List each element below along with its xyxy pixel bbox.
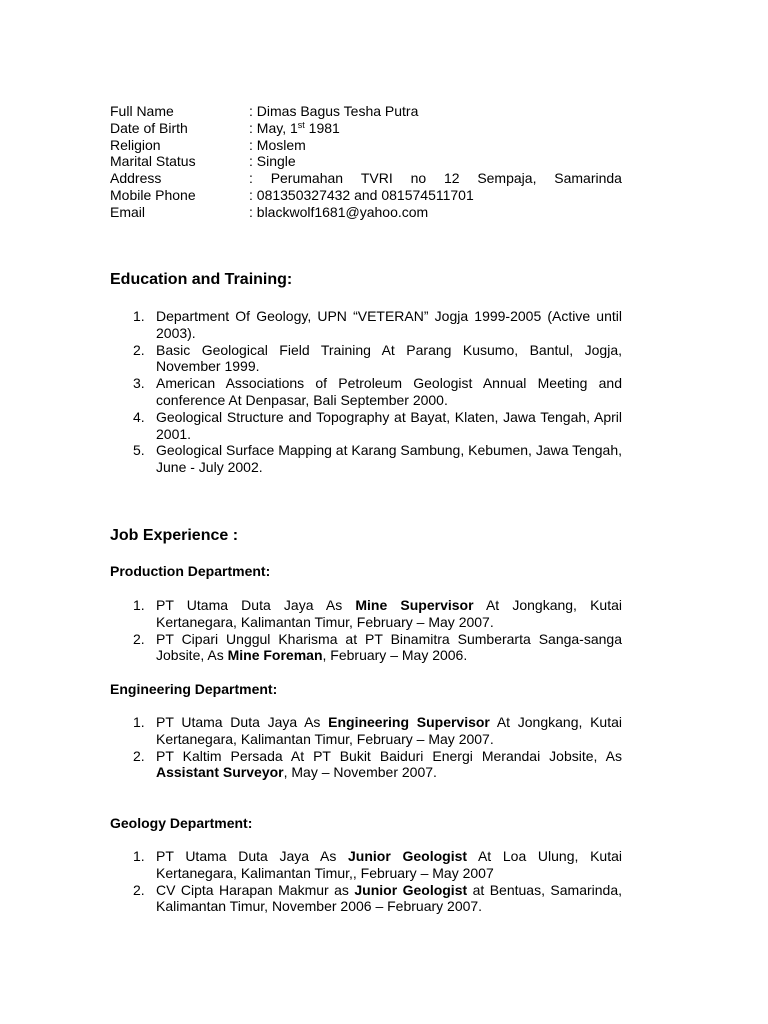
dob-label: Date of Birth (110, 119, 188, 136)
email-label: Email (110, 203, 146, 220)
info-row-full-name (110, 103, 622, 120)
address-word: Sempaja, (477, 170, 537, 187)
job-text: PT Utama Duta Jaya As (156, 848, 349, 864)
job-item (133, 882, 622, 916)
list-number: 1. (133, 714, 145, 730)
list-text: Geological Structure and Topography at Bayat, Klaten, Jawa Tengah, April 2001. (156, 408, 622, 442)
info-row-address (110, 170, 622, 187)
job-experience-heading: Job Experience : (110, 527, 239, 544)
job-item (133, 848, 622, 882)
job-text: at Bentuas, Samarinda, Kalimantan Timur, November 2006 – February 2007. (156, 881, 622, 915)
mobile-phone-label: Mobile Phone (110, 186, 196, 203)
production-department-heading: Production Department: (110, 563, 271, 579)
list-number: 2. (133, 747, 145, 764)
job-text: , May – November 2007. (283, 764, 437, 781)
dob-value-year: 1981 (304, 119, 340, 136)
list-number: 3. (133, 375, 145, 392)
list-number: 1. (133, 308, 145, 324)
address-label: Address (110, 170, 162, 187)
job-title: Assistant Surveyor (156, 764, 284, 781)
education-heading: Education and Training: (110, 271, 293, 288)
list-text (156, 631, 622, 665)
mobile-phone-value: : 081350327432 and 081574511701 (249, 186, 474, 203)
dob-value-ordinal: st (297, 119, 305, 130)
job-title: Junior Geologist (354, 881, 468, 898)
address-value (249, 170, 622, 187)
full-name-value: : Dimas Bagus Tesha Putra (249, 103, 419, 119)
dob-value-main: : May, 1 (249, 119, 298, 136)
list-number: 2. (133, 881, 145, 898)
job-item (133, 714, 622, 748)
email-value: : blackwolf1681@yahoo.com (249, 203, 429, 220)
list-text: Geological Surface Mapping at Karang Sambung, Kebumen, Jawa Tengah, June - July 2002. (156, 442, 622, 476)
religion-label: Religion (110, 136, 161, 153)
info-row-dob (110, 120, 622, 137)
education-item (133, 342, 622, 376)
info-row-marital (110, 153, 622, 170)
list-number: 1. (133, 597, 145, 613)
list-number: 1. (133, 848, 145, 864)
list-number: 2. (133, 630, 145, 647)
job-text: CV Cipta Harapan Makmur as (156, 881, 355, 898)
list-text (156, 848, 622, 882)
job-text: At Jongkang, Kutai Kertanegara, Kalimantan Timur, February – May 2007. (156, 714, 622, 747)
job-text: At Jongkang, Kutai Kertanegara, Kalimantan Timur, February – May 2007. (156, 597, 623, 630)
job-title: Mine Supervisor (355, 597, 474, 613)
info-row-phone (110, 187, 622, 204)
info-row-email (110, 204, 622, 221)
job-title: Engineering Supervisor (328, 714, 490, 730)
job-item (133, 597, 622, 631)
address-word: Perumahan (270, 170, 344, 187)
info-row-religion (110, 137, 622, 154)
list-number: 5. (133, 442, 145, 459)
job-text: PT Utama Duta Jaya As (156, 714, 329, 730)
address-word: Samarinda (554, 170, 622, 187)
education-list (133, 308, 622, 476)
dob-value (249, 120, 622, 137)
job-text: At Loa Ulung, Kutai Kertanegara, Kalimantan Timur,, February – May 2007 (156, 848, 622, 881)
address-word: 12 (443, 170, 460, 187)
job-title: Mine Foreman (227, 647, 323, 664)
list-text: American Associations of Petroleum Geologist Annual Meeting and conference At Denpasar, Bali September 2000. (156, 375, 622, 408)
address-word: TVRI (360, 170, 393, 187)
job-text: PT Utama Duta Jaya As (156, 597, 356, 613)
education-item (133, 375, 622, 409)
education-item (133, 409, 622, 443)
address-word: : (249, 170, 253, 187)
job-item (133, 748, 622, 782)
full-name-label: Full Name (110, 103, 174, 119)
geology-department-heading: Geology Department: (110, 815, 253, 831)
list-text: Department Of Geology, UPN “VETERAN” Jogja 1999-2005 (Active until 2003). (156, 308, 622, 341)
job-title: Junior Geologist (348, 848, 468, 864)
list-number: 2. (133, 341, 145, 358)
list-text (156, 748, 622, 782)
education-item (133, 308, 622, 342)
list-number: 4. (133, 408, 145, 425)
job-text: PT Cipari Unggul Kharisma at PT Binamitra Sumberarta Sanga-sanga Jobsite, As (156, 630, 622, 664)
job-text: PT Kaltim Persada At PT Bukit Baiduri Energi Merandai Jobsite, As (156, 747, 622, 764)
job-item (133, 631, 622, 665)
engineering-department-heading: Engineering Department: (110, 681, 278, 697)
address-word: no (410, 170, 427, 187)
geology-list (133, 848, 622, 915)
religion-value: : Moslem (249, 136, 306, 153)
job-text: , February – May 2006. (322, 647, 468, 664)
list-text (156, 882, 622, 916)
list-text (156, 597, 622, 631)
production-list (133, 597, 622, 664)
list-text (156, 714, 622, 748)
education-item (133, 442, 622, 476)
engineering-list (133, 714, 622, 781)
marital-status-value: : Single (249, 153, 296, 170)
personal-info (110, 103, 622, 221)
list-text: Basic Geological Field Training At Parang Kusumo, Bantul, Jogja, November 1999. (156, 341, 622, 375)
marital-status-label: Marital Status (110, 153, 196, 170)
